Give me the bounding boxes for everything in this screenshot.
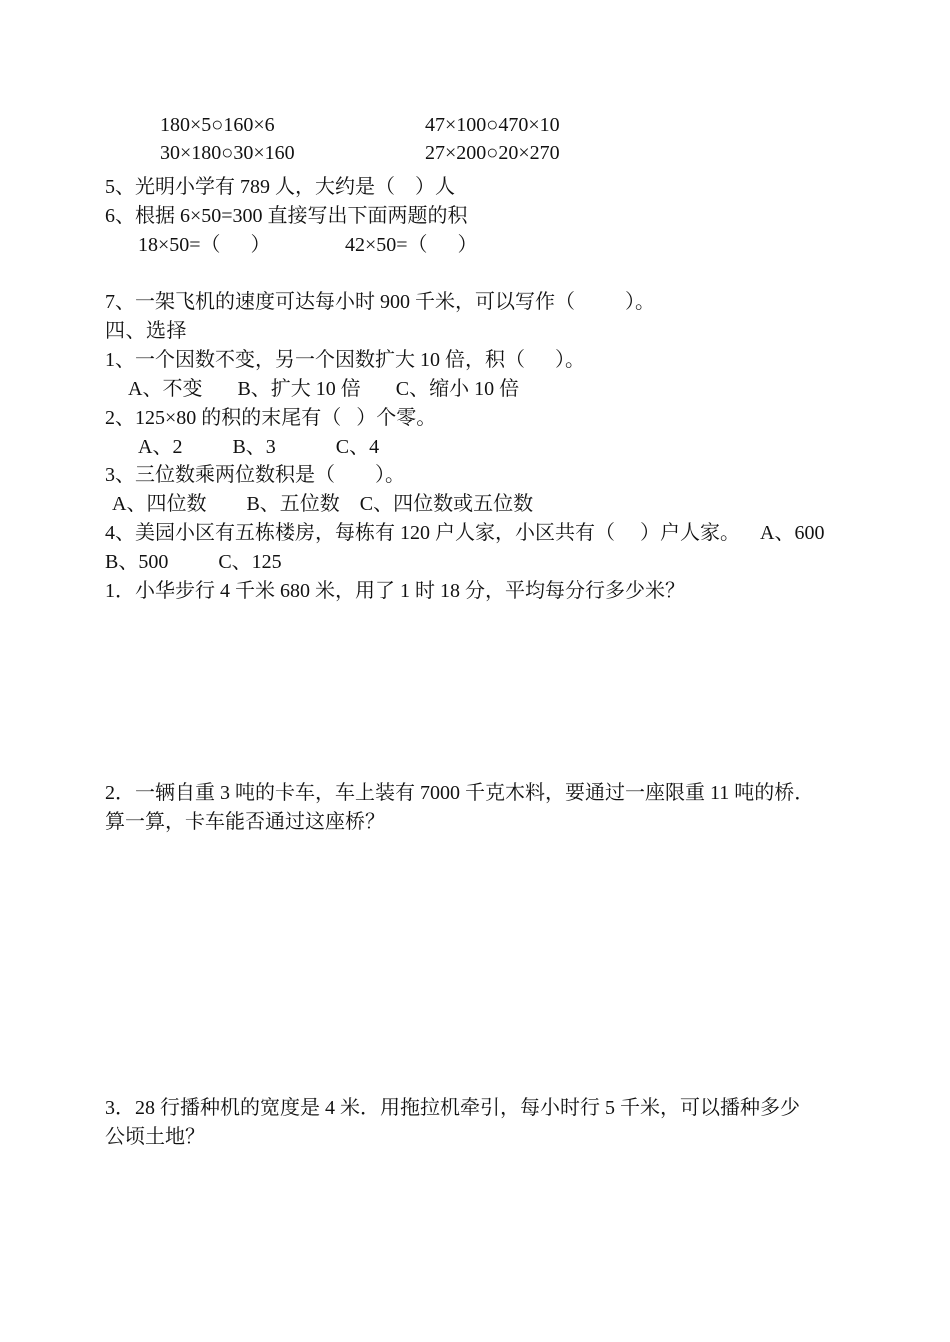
choice-question-1: 1、一个因数不变，另一个因数扩大 10 倍，积（ ）。	[105, 349, 585, 371]
choice-question-3-options: A、四位数 B、五位数 C、四位数或五位数	[112, 493, 534, 515]
question-6: 6、根据 6×50=300 直接写出下面两题的积	[105, 205, 468, 227]
choice-question-3: 3、三位数乘两位数积是（ ）。	[105, 464, 405, 486]
question-5: 5、光明小学有 789 人，大约是（ ）人	[105, 176, 455, 198]
choice-question-1-options: A、不变 B、扩大 10 倍 C、缩小 10 倍	[128, 378, 520, 400]
section-heading-choice: 四、选择	[105, 320, 187, 342]
choice-question-2-options: A、2 B、3 C、4	[138, 436, 380, 458]
choice-question-4: 4、美园小区有五栋楼房，每栋有 120 户人家，小区共有（ ）户人家。 A、600	[105, 522, 825, 544]
question-6-part-a: 18×50=（ ）	[138, 234, 271, 256]
compare-row1-left: 180×5○160×6	[160, 114, 275, 136]
question-7: 7、一架飞机的速度可达每小时 900 千米，可以写作（ ）。	[105, 291, 655, 313]
word-problem-3-line-1: 3．28 行播种机的宽度是 4 米．用拖拉机牵引，每小时行 5 千米，可以播种多少	[105, 1097, 800, 1119]
compare-row2-right: 27×200○20×270	[425, 142, 560, 164]
word-problem-2-line-2: 算一算，卡车能否通过这座桥？	[105, 811, 385, 833]
choice-question-4-options: B、500 C、125	[105, 551, 282, 573]
compare-row1-right: 47×100○470×10	[425, 114, 560, 136]
compare-row2-left: 30×180○30×160	[160, 142, 295, 164]
word-problem-3-line-2: 公顷土地？	[105, 1126, 205, 1148]
question-6-part-b: 42×50=（ ）	[345, 234, 478, 256]
word-problem-2-line-1: 2．一辆自重 3 吨的卡车，车上装有 7000 千克木料，要通过一座限重 11 吨的桥．	[105, 782, 815, 804]
word-problem-1: 1．小华步行 4 千米 680 米，用了 1 时 18 分，平均每分行多少米？	[105, 580, 685, 602]
choice-question-2: 2、125×80 的积的末尾有（ ）个零。	[105, 407, 437, 429]
